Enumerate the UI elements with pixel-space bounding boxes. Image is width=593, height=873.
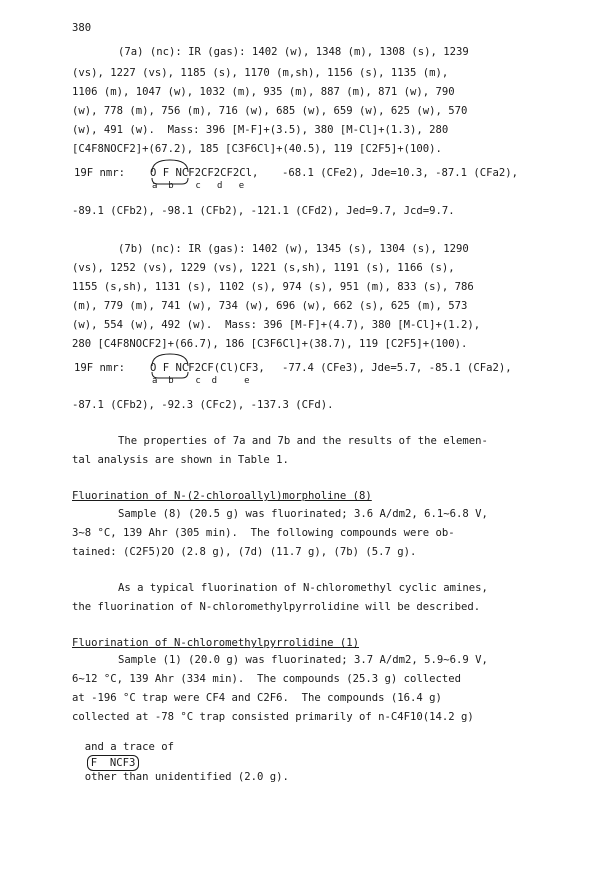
section2-line-5-wrap bbox=[72, 728, 289, 784]
pyrrolidine-ring-icon bbox=[87, 755, 140, 771]
section2-line-5: and a trace of bbox=[84, 741, 175, 753]
section1-line-1: Sample (8) (20.5 g) was fluorinated; 3.6 A/dm2, 6.1~6.8 V, bbox=[118, 508, 488, 520]
section-heading-chloromethylpyrrolidine: Fluorination of N-chloromethylpyrrolidine (1) bbox=[72, 637, 360, 649]
section2-line-4: collected at -78 °C trap consisted primarily of n-C4F10(14.2 g) bbox=[72, 711, 474, 723]
compound-7b-mass-line-2: 280 [C4F8NOCF2]+(66.7), 186 [C3F6Cl]+(38.7), 119 [C2F5]+(100). bbox=[72, 338, 468, 350]
perfluoro-ring-label: F NCF3 bbox=[90, 757, 136, 769]
compound-7a-ir-line-2: (vs), 1227 (vs), 1185 (s), 1170 (m,sh), 1156 (s), 1135 (m), bbox=[72, 67, 449, 79]
compound-7a-nmr-label: 19F nmr: bbox=[74, 167, 126, 179]
properties-line-1: The properties of 7a and 7b and the results of the elemen- bbox=[118, 435, 488, 447]
compound-7b-ir-line-1: (7b) (nc): IR (gas): 1402 (w), 1345 (s), 1304 (s), 1290 bbox=[118, 243, 469, 255]
compound-7a-nmr-formula: O F NCF2CF2CF2Cl, bbox=[150, 167, 259, 179]
section2-line-3: at -196 °C trap were CF4 and C2F6. The compounds (16.4 g) bbox=[72, 692, 442, 704]
section2-line-1: Sample (1) (20.0 g) was fluorinated; 3.7 A/dm2, 5.9~6.9 V, bbox=[118, 654, 488, 666]
typical-line-2: the fluorination of N-chloromethylpyrrolidine will be described. bbox=[72, 601, 481, 613]
compound-7a-nmr-values-2: -89.1 (CFb2), -98.1 (CFb2), -121.1 (CFd2), Jed=9.7, Jcd=9.7. bbox=[72, 205, 455, 217]
typical-line-1: As a typical fluorination of N-chloromethyl cyclic amines, bbox=[118, 582, 488, 594]
compound-7b-ir-line-3: 1155 (s,sh), 1131 (s), 1102 (s), 974 (s), 951 (m), 833 (s), 786 bbox=[72, 281, 474, 293]
compound-7b-ir-line-4: (m), 779 (m), 741 (w), 734 (w), 696 (w), 662 (s), 625 (m), 573 bbox=[72, 300, 468, 312]
section2-line-5-tail: other than unidentified (2.0 g). bbox=[84, 771, 289, 783]
compound-7a-mass-line-2: [C4F8NOCF2]+(67.2), 185 [C3F6Cl]+(40.5), 119 [C2F5]+(100). bbox=[72, 143, 442, 155]
compound-7b-nmr-values-1: -77.4 (CFe3), Jde=5.7, -85.1 (CFa2), bbox=[282, 362, 512, 374]
page-number: 380 bbox=[72, 22, 92, 34]
compound-7b-ir-line-2: (vs), 1252 (vs), 1229 (vs), 1221 (s,sh), 1191 (s), 1166 (s), bbox=[72, 262, 455, 274]
compound-7a-mass-line-1: (w), 491 (w). Mass: 396 [M-F]+(3.5), 380 [M-Cl]+(1.3), 280 bbox=[72, 124, 449, 136]
compound-7b-nmr-letters: a b c d e bbox=[152, 376, 250, 386]
section-heading-chloroallylmorpholine: Fluorination of N-(2-chloroallyl)morpholine (8) bbox=[72, 490, 372, 502]
compound-7b-nmr-formula: O F NCF2CF(Cl)CF3, bbox=[150, 362, 265, 374]
compound-7a-ir-line-4: (w), 778 (m), 756 (m), 716 (w), 685 (w), 659 (w), 625 (w), 570 bbox=[72, 105, 468, 117]
compound-7a-ir-line-1: (7a) (nc): IR (gas): 1402 (w), 1348 (m), 1308 (s), 1239 bbox=[118, 46, 469, 58]
compound-7b-nmr-values-2: -87.1 (CFb2), -92.3 (CFc2), -137.3 (CFd). bbox=[72, 399, 334, 411]
compound-7a-nmr-letters: a b c d e bbox=[152, 181, 245, 191]
section2-line-2: 6~12 °C, 139 Ahr (334 min). The compounds (25.3 g) collected bbox=[72, 673, 462, 685]
compound-7a-ir-line-3: 1106 (m), 1047 (w), 1032 (m), 935 (m), 887 (m), 871 (w), 790 bbox=[72, 86, 455, 98]
compound-7b-nmr-label: 19F nmr: bbox=[74, 362, 126, 374]
properties-line-2: tal analysis are shown in Table 1. bbox=[72, 454, 289, 466]
compound-7a-nmr-values-1: -68.1 (CFe2), Jde=10.3, -87.1 (CFa2), bbox=[282, 167, 518, 179]
section1-line-3: tained: (C2F5)2O (2.8 g), (7d) (11.7 g), (7b) (5.7 g). bbox=[72, 546, 417, 558]
compound-7b-mass-line-1: (w), 554 (w), 492 (w). Mass: 396 [M-F]+(4.7), 380 [M-Cl]+(1.2), bbox=[72, 319, 481, 331]
section1-line-2: 3~8 °C, 139 Ahr (305 min). The following compounds were ob- bbox=[72, 527, 455, 539]
